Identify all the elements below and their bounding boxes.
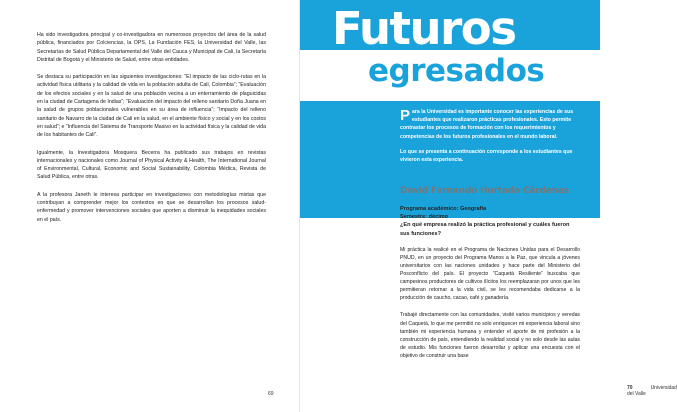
left-page: [0, 0, 300, 412]
footer-label: Universidad del Valle: [627, 385, 677, 397]
program-line: Programa académico: Geografía: [400, 206, 487, 212]
drop-cap: P: [400, 107, 411, 124]
intro-text-1: ara la Universidad es importante conocer las experiencias de sus estudiantes que realizaron prácticas profesionales. Esto permite contrastar los procesos de formación con los requerimientos y competencias de los futuros profesionales en el mundo laboral.: [400, 109, 574, 140]
left-page-number: 69: [268, 391, 274, 397]
left-text-column: [37, 31, 266, 233]
student-details: [400, 205, 580, 238]
intro-paragraph-1: [400, 108, 580, 141]
body-paragraph-2: Trabajé directamente con las comunidades, visité varios municipios y veredas del Caquetá, lo que me permitió no solo enriquecer mi experiencia laboral sino también mi experiencia humana y entender el aporte de mi profesión a la construcción de país, entendiendo la realidad social y no solo desde las aulas de estudio. Mis funciones fueron desarrollar y aplicar una encuesta con el objetivo de construir una base: [400, 312, 580, 359]
left-paragraph-2: Se destaca su participación en las siguientes investigaciones: “El impacto de las ciclo-rutas en la actividad física utilitaria y la calidad de vida en la población adulta de Cali, Colombia”; “Evaluación de los efectos sociales y en la salud de una población vecina a un enterramiento de plaguicidas en la ciudad de Cartagena de Indias”; “Evaluación del impacto del relleno sanitario Doña Juana en la salud de grupos poblacionales vulnerables en su área de influencia”; “Impacto del relleno sanitario de Navarro de la ciudad de Cali en la salud, en el ambiente físico y social y en los costos en salud”; e “Influencia del Sistema de Transporte Masivo en la actividad física y la calidad de vida de los habitantes de Cali”.: [37, 74, 266, 139]
title-line-2: egresados: [368, 53, 545, 89]
question-line: ¿En qué empresa realizó la práctica profesional y cuáles fueron sus funciones?: [400, 222, 570, 237]
article: [400, 186, 580, 369]
semester-line: Semestre: décimo: [400, 214, 449, 221]
article-body: [400, 246, 580, 360]
right-page: [300, 0, 677, 412]
right-page-number: 70: [627, 385, 633, 391]
left-paragraph-4: A la profesora Janeth le interesa participar en investigaciones con metodologías mixtas que contribuyan a comprender mejor los contextos en que se desarrollan los procesos salud-enfermedad y promover intervenciones sociales que aporten a disminuir la inequidades sociales en el país.: [37, 191, 266, 223]
author-name: David Fernando Hurtado Cárdenas: [400, 186, 569, 196]
intro-paragraph-2: Lo que se presenta a continuación corresponde a los estudiantes que vivieron esta experiencia.: [400, 148, 573, 164]
title-line-1: Futuros: [332, 2, 516, 55]
right-footer: [627, 385, 677, 397]
intro-block: [400, 108, 580, 171]
body-paragraph-1: Mi práctica la realicé en el Programa de Naciones Unidas para el Desarrollo PNUD, en un proyecto del Programa Manos a la Paz, que vincula a jóvenes universitarios con las naciones unidades y hace parte del Ministerio del Posconflicto del país. El proyecto “Caquetá Resiliente” buscaba que campesinos productores de cultivos ilícitos los reemplazaran por unos que les permitieran retornar a la vida civil, se les recomendaba dedicarse a la producción de caucho, cacao, café y ganadería.: [400, 246, 580, 302]
left-paragraph-1: Ha sido investigadora principal y co-investigadora en numerosos proyectos del área de la salud pública, financiados por Colciencias, la OPS, La Fundación FES, la Universidad del Valle, las Secretarías de Salud Pública Departamental del Valle del Cauca y Municipal de Cali, la Secretaría Distrital de Bogotá y el Ministerio de Salud, entre otras entidades.: [37, 32, 266, 63]
left-paragraph-3: Igualmente, la Investigadora Mosquera Becerra ha publicado sus trabajos en revistas internacionales y nacionales como Journal of Physical Activity & Health, The International Journal of Environmental, Cultural, Economic and Social Sustainability, Colombia Médica, Revista de Salud Pública, entre otras.: [37, 149, 266, 181]
